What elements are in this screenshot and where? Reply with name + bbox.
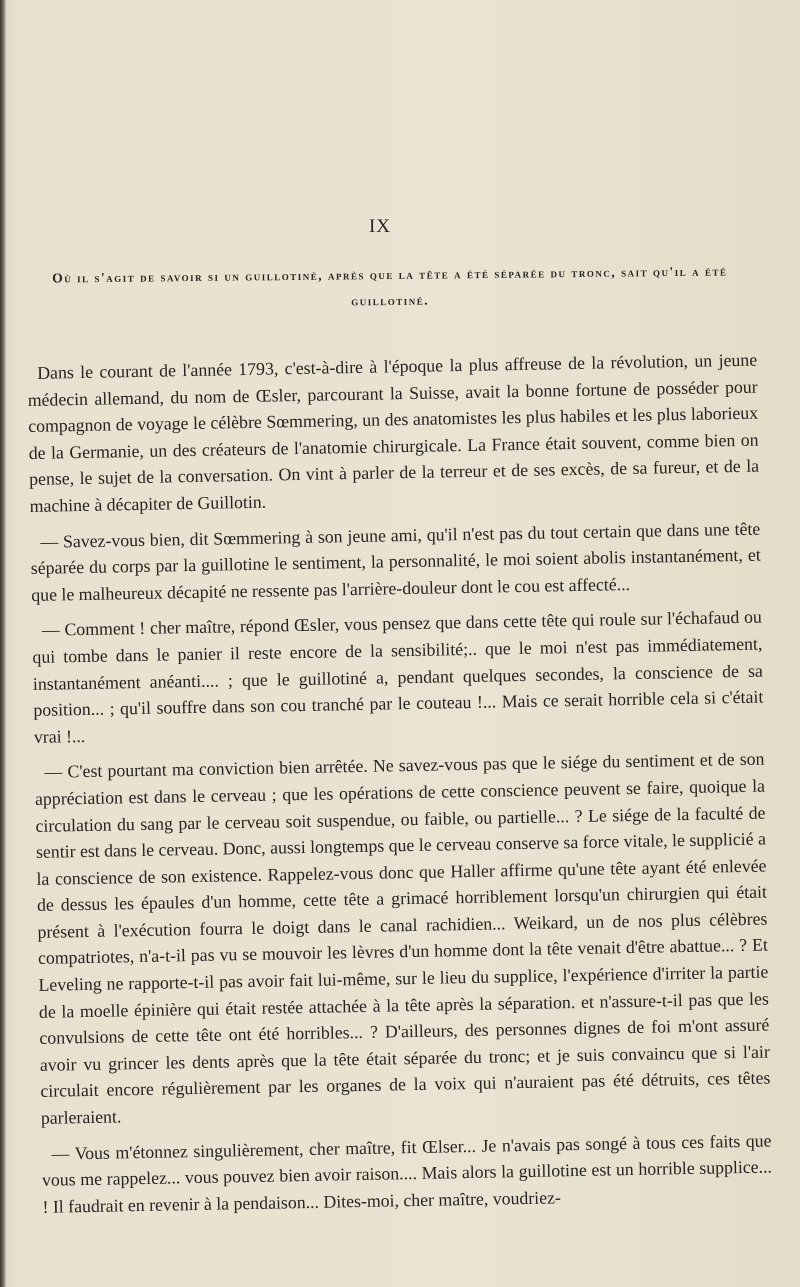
paragraph: — Comment ! cher maître, répond Œsler, vous pensez que dans cette tête qui roule sur l'échafaud ou qui tombe dans le panier il reste encore de la sensibilité;.. que le moi n'est pas immédiatement, instantanément anéanti.... ; que le guillotiné a, pendant quelques secondes, la conscience de sa position... ; qu'il souffre dans son cou tranché par le couteau !... Mais ce serait horrible cela si c'était vrai !... [32,606,764,747]
chapter-title: Où il s'agit de savoir si un guillotiné, après que la tête a été séparée du tronc, sait qu'il a été guillotiné. [52,263,728,309]
paragraph: — Vous m'étonnez singulièrement, cher maître, fit Œlser... Je n'avais pas songé à tous ces faits que vous me rappelez... vous pouvez bien avoir raison.... Mais alors la guillotine est un horrible supplice... ! Il faudrait en revenir à la pendaison... Dites-moi, cher maître, voudriez- [41,1130,773,1217]
paragraph: — Savez-vous bien, dit Sœmmering à son jeune ami, qu'il n'est pas du tout certain que dans une tête séparée du corps par la guillotine le sentiment, la personnalité, le moi soient abolis instantanément, et que le malheureux décapité ne ressente pas l'arrière-douleur dont le cou est affecté... [30,518,761,605]
paragraph: — C'est pourtant ma conviction bien arrêtée. Ne savez-vous pas que le siége du sentiment et de son appréciation est dans le cerveau ; que les opérations de cette conscience peuvent se faire, quoique la circulation du sang par le cerveau soit suspendue, ou faible, ou partielle... ? Le siége de la faculté de sentir est dans le cerveau. Donc, aussi longtemps que le cerveau conserve sa force vitale, le supplicié a la conscience de son existence. Rappelez-vous donc que Haller affirme qu'une tête ayant été enlevée de dessus les épaules d'un homme, cette tête a grimacé horriblement lorsqu'un chirurgien qui était présent à l'exécution fourra le doigt dans le canal rachidien... Weikard, un de nos plus célèbres compatriotes, n'a-t-il pas vu se mouvoir les lèvres d'un homme dont la tête venait d'être abattue... ? Et Leveling ne rapporte-t-il pas avoir fait lui-même, sur le lieu du supplice, l'expérience d'irriter la partie de la moelle épinière qui était restée attachée à la tête après la séparation. et n'assure-t-il pas que les convulsions de cette tête ont été horribles... ? D'ailleurs, des personnes dignes de foi m'ont assuré avoir vu grincer les dents après que la tête était séparée du tronc; et je suis convaincu que si l'air circulait encore régulièrement par les organes de la voix qui n'auraient pas été détruits, ces têtes parleraient. [34,748,771,1128]
chapter-number: IX [368,216,392,237]
chapter-body [27,347,773,1230]
page-binding-edge [0,0,6,1287]
paragraph: Dans le courant de l'année 1793, c'est-à-dire à l'époque la plus affreuse de la révolution, un jeune médecin allemand, du nom de Œsler, parcourant la Suisse, avait la bonne fortune de posséder pour compagnon de voyage le célèbre Sœmmering, un des anatomistes les plus habiles et les plus laborieux de la Germanie, un des créateurs de l'anatomie chirurgicale. La France était souvent, comme bien on pense, le sujet de la conversation. On vint à parler de la terreur et de ses excès, de sa fureur, et de la machine à décapiter de Guillotin. [27,349,760,516]
